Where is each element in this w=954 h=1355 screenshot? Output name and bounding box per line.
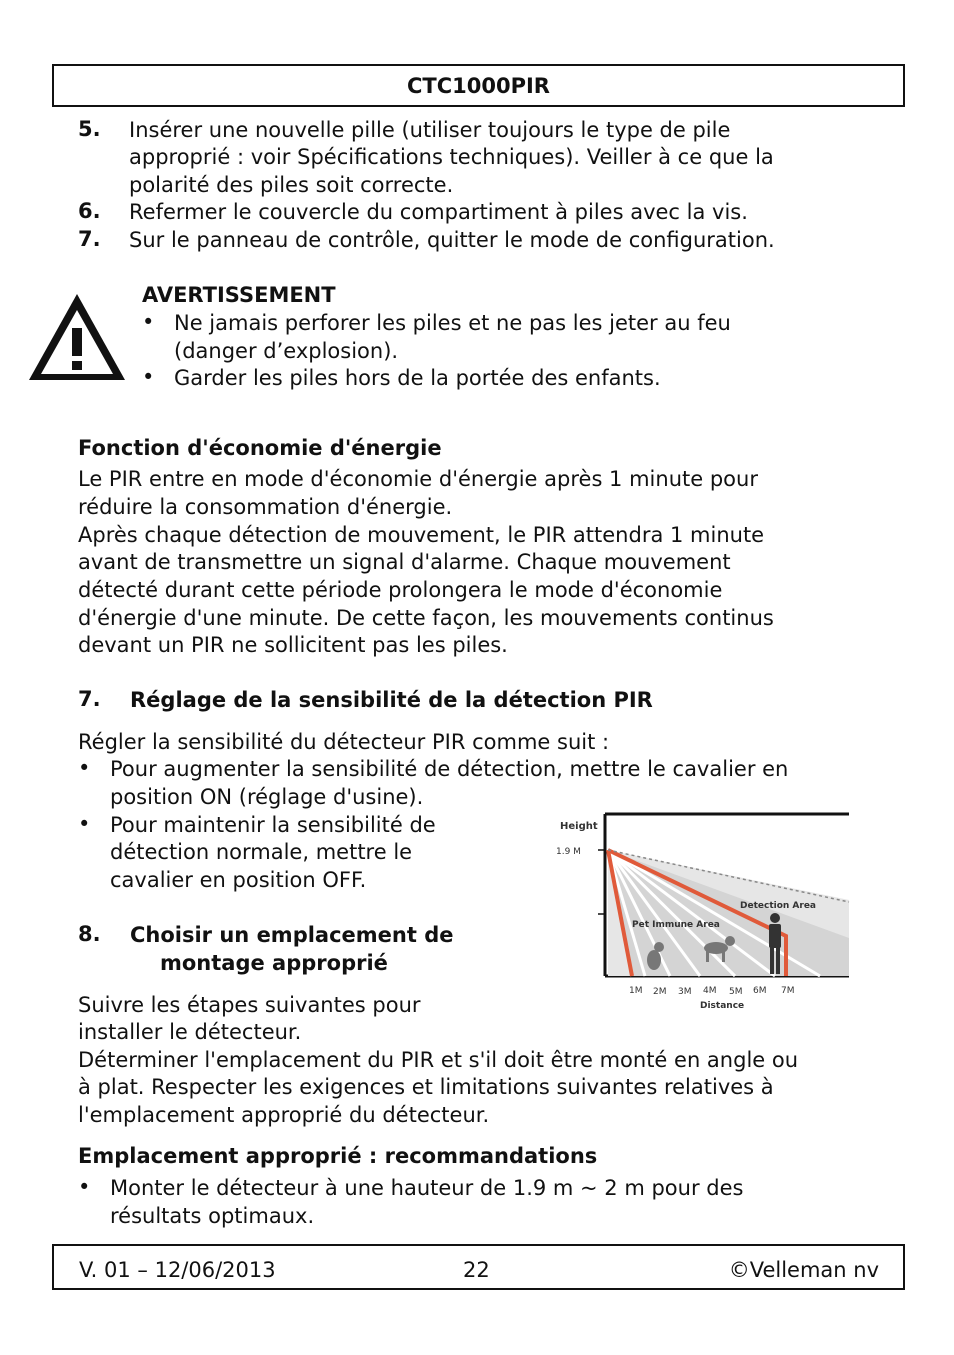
tick-label: 5M: [729, 987, 743, 997]
bullet-text: détection normale, mettre le: [110, 840, 413, 864]
bullet-text: Pour augmenter la sensibilité de détection, mettre le cavalier en: [110, 757, 789, 781]
step-text: Sur le panneau de contrôle, quitter le mode de configuration.: [129, 228, 775, 252]
section-number: 8.: [78, 922, 101, 946]
document-header: [52, 64, 905, 107]
step-number: 6.: [78, 199, 101, 223]
paragraph-line: à plat. Respecter les exigences et limitations suivantes relatives à: [78, 1075, 774, 1099]
step-number: 5.: [78, 117, 101, 141]
tick-label: 3M: [678, 987, 692, 997]
warning-text: Ne jamais perforer les piles et ne pas les jeter au feu: [174, 311, 731, 335]
step-text: Refermer le couvercle du compartiment à piles avec la vis.: [129, 200, 748, 224]
version-label: V. 01 – 12/06/2013: [79, 1258, 276, 1282]
paragraph-line: d'énergie d'une minute. De cette façon, les mouvements continus: [78, 606, 774, 630]
bullet-dot: •: [78, 812, 91, 836]
warning-title: AVERTISSEMENT: [142, 283, 336, 307]
bullet-text: Pour maintenir la sensibilité de: [110, 813, 436, 837]
section-heading: Choisir un emplacement de: [130, 923, 454, 947]
step-text: Insérer une nouvelle pille (utiliser toujours le type de pile: [129, 118, 731, 142]
step-text: polarité des piles soit correcte.: [129, 173, 454, 197]
bullet-dot: •: [78, 756, 91, 780]
paragraph-line: détecté durant cette période prolongera le mode d'économie: [78, 578, 723, 602]
step-number: 7.: [78, 227, 101, 251]
bullet-dot: •: [142, 365, 155, 389]
height-label: Height: [560, 821, 598, 832]
paragraph-line: Le PIR entre en mode d'économie d'énergie après 1 minute pour: [78, 467, 758, 491]
warning-text: Garder les piles hors de la portée des enfants.: [174, 366, 661, 390]
pet-immune-label: Pet Immune Area: [632, 920, 720, 930]
step-text: approprié : voir Spécifications techniques). Veiller à ce que la: [129, 145, 774, 169]
bullet-dot: •: [142, 310, 155, 334]
paragraph-line: Déterminer l'emplacement du PIR et s'il doit être monté en angle ou: [78, 1048, 799, 1072]
tick-label: 4M: [703, 986, 717, 996]
distance-ticks: [629, 986, 795, 997]
section-number: 7.: [78, 687, 101, 711]
page-number: 22: [463, 1258, 490, 1282]
detection-area-diagram: [550, 810, 854, 1016]
section-heading: Fonction d'économie d'énergie: [78, 436, 442, 460]
height-value: 1.9 M: [556, 847, 581, 857]
section-heading: montage approprié: [160, 951, 388, 975]
tick-label: 6M: [753, 986, 767, 996]
distance-label: Distance: [700, 1001, 745, 1011]
tick-label: 7M: [781, 986, 795, 996]
paragraph-line: réduire la consommation d'énergie.: [78, 495, 453, 519]
bullet-text: Monter le détecteur à une hauteur de 1.9 m ~ 2 m pour des: [110, 1176, 744, 1200]
section-heading: Emplacement approprié : recommandations: [78, 1144, 598, 1168]
paragraph-line: avant de transmettre un signal d'alarme. Chaque mouvement: [78, 550, 731, 574]
copyright-label: ©Velleman nv: [728, 1258, 879, 1282]
bullet-text: résultats optimaux.: [110, 1204, 315, 1228]
detection-area-label: Detection Area: [740, 901, 817, 911]
warning-triangle-icon: [25, 290, 129, 384]
section-heading: Réglage de la sensibilité de la détection PIR: [130, 688, 653, 712]
document-footer: [52, 1244, 905, 1290]
paragraph-line: Après chaque détection de mouvement, le PIR attendra 1 minute: [78, 523, 765, 547]
tick-label: 1M: [629, 986, 643, 996]
paragraph-line: Suivre les étapes suivantes pour: [78, 993, 421, 1017]
bullet-text: cavalier en position OFF.: [110, 868, 367, 892]
warning-text: (danger d’explosion).: [174, 339, 399, 363]
paragraph-line: installer le détecteur.: [78, 1020, 302, 1044]
paragraph-line: Régler la sensibilité du détecteur PIR comme suit :: [78, 730, 610, 754]
tick-label: 2M: [653, 987, 667, 997]
paragraph-line: devant un PIR ne sollicitent pas les piles.: [78, 633, 508, 657]
bullet-text: position ON (réglage d'usine).: [110, 785, 424, 809]
bullet-dot: •: [78, 1175, 91, 1199]
model-title: CTC1000PIR: [407, 73, 550, 98]
paragraph-line: l'emplacement approprié du détecteur.: [78, 1103, 490, 1127]
